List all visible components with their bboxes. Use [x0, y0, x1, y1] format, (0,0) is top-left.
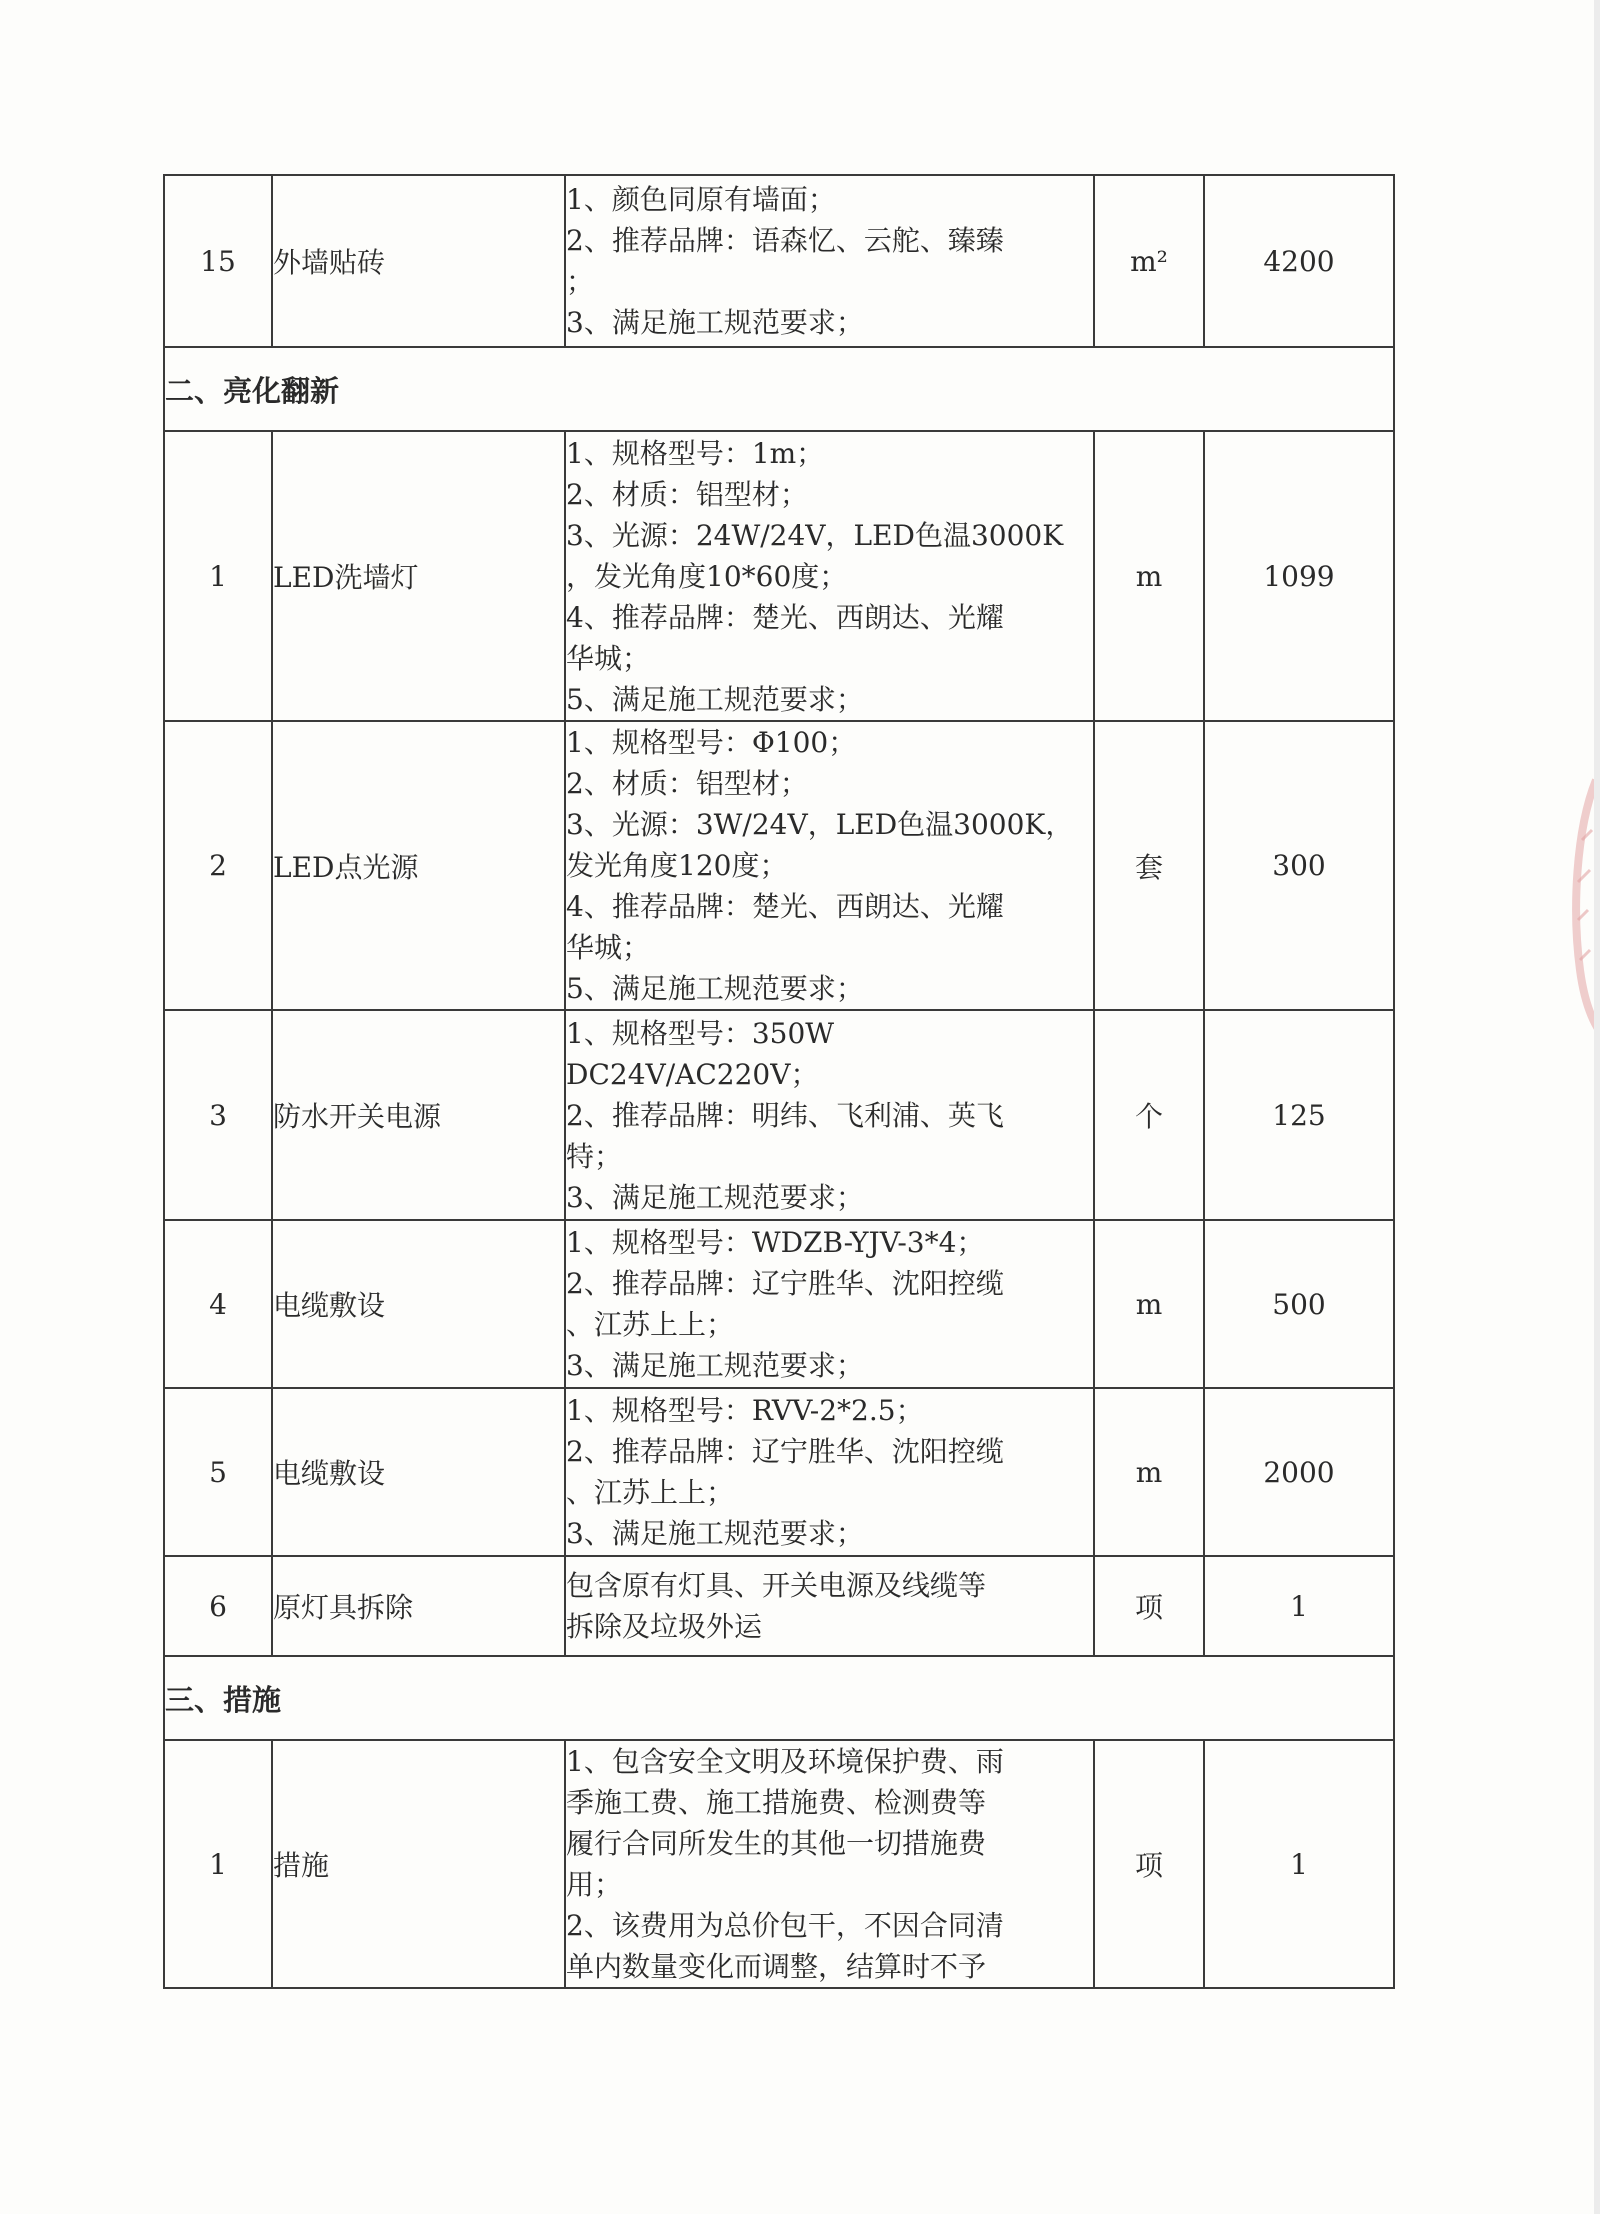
table-row: [164, 1388, 1394, 1556]
section-title: 二、亮化翻新: [164, 347, 1394, 431]
description-line: 1、规格型号：350W: [566, 1016, 835, 1050]
item-unit-cell: 项: [1094, 1740, 1204, 1988]
item-number-cell: 4: [164, 1220, 272, 1388]
item-name-cell: LED点光源: [272, 721, 565, 1010]
description-line: 履行合同所发生的其他一切措施费: [566, 1827, 987, 1860]
item-quantity-cell: 500: [1204, 1220, 1394, 1388]
item-unit-cell: m: [1094, 1388, 1204, 1556]
item-unit-cell: m²: [1094, 175, 1204, 347]
description-line: 2、材质：铝型材；: [566, 767, 808, 800]
description-line: 2、推荐品牌：辽宁胜华、沈阳控缆: [566, 1435, 1004, 1468]
item-name-cell: LED洗墙灯: [272, 431, 565, 721]
item-description-cell: [565, 1010, 1094, 1220]
item-name-cell: 外墙贴砖: [272, 175, 565, 347]
item-unit-cell: m: [1094, 431, 1204, 721]
item-unit-cell: 项: [1094, 1556, 1204, 1656]
item-quantity-cell: 300: [1204, 721, 1394, 1010]
item-name-cell: 电缆敷设: [272, 1220, 565, 1388]
description-line: 、江苏上上；: [566, 1476, 735, 1509]
table-row: [164, 1556, 1394, 1656]
description-line: 4、推荐品牌：楚光、西朗达、光耀: [566, 890, 1004, 923]
description-line: 1、规格型号：RVV-2*2.5；: [566, 1394, 924, 1427]
description-line: 3、满足施工规范要求；: [566, 1180, 864, 1214]
description-line: 1、包含安全文明及环境保护费、雨: [566, 1745, 1004, 1778]
description-line: 华城；: [566, 931, 651, 964]
item-number-cell: 1: [164, 431, 272, 721]
bill-of-quantities-table: [163, 174, 1395, 1989]
section-header-row: [164, 347, 1394, 431]
table-row: [164, 1740, 1394, 1988]
item-quantity-cell: 1: [1204, 1740, 1394, 1988]
item-name-cell: 措施: [272, 1740, 565, 1988]
description-line: 特；: [566, 1139, 623, 1173]
description-line: 2、该费用为总价包干，不因合同清: [566, 1909, 1004, 1942]
description-line: 5、满足施工规范要求；: [566, 972, 864, 1005]
description-line: 1、规格型号：1m；: [566, 436, 825, 470]
description-line: 单内数量变化而调整，结算时不予: [566, 1950, 987, 1983]
table-row: [164, 1220, 1394, 1388]
description-line: 3、满足施工规范要求；: [566, 1349, 864, 1382]
item-number-cell: 6: [164, 1556, 272, 1656]
description-line: 发光角度120度；: [566, 849, 788, 882]
page-edge-shadow: [1594, 0, 1600, 2214]
item-description-cell: [565, 1220, 1094, 1388]
description-line: 拆除及垃圾外运: [566, 1610, 763, 1643]
item-description-cell: [565, 1740, 1094, 1988]
item-number-cell: 3: [164, 1010, 272, 1220]
item-unit-cell: m: [1094, 1220, 1204, 1388]
item-number-cell: 2: [164, 721, 272, 1010]
description-line: 5、满足施工规范要求；: [566, 682, 864, 716]
description-line: ，发光角度10*60度；: [566, 559, 848, 593]
table-row: [164, 1010, 1394, 1220]
description-line: ；: [566, 265, 595, 298]
section-header-row: [164, 1656, 1394, 1740]
description-line: 3、满足施工规范要求；: [566, 306, 864, 339]
description-line: 4、推荐品牌：楚光、西朗达、光耀: [566, 600, 1004, 634]
item-quantity-cell: 2000: [1204, 1388, 1394, 1556]
description-line: 1、规格型号：WDZB-YJV-3*4；: [566, 1226, 985, 1259]
item-name-cell: 防水开关电源: [272, 1010, 565, 1220]
description-line: 1、规格型号：Φ100；: [566, 726, 857, 759]
table-row: [164, 431, 1394, 721]
description-line: 2、材质：铝型材；: [566, 477, 808, 511]
item-number-cell: 5: [164, 1388, 272, 1556]
description-line: 1、颜色同原有墙面；: [566, 183, 836, 216]
description-line: 、江苏上上；: [566, 1308, 735, 1341]
item-number-cell: 15: [164, 175, 272, 347]
item-quantity-cell: 1099: [1204, 431, 1394, 721]
item-name-cell: 电缆敷设: [272, 1388, 565, 1556]
item-number-cell: 1: [164, 1740, 272, 1988]
description-line: 华城；: [566, 641, 651, 675]
item-description-cell: [565, 1388, 1094, 1556]
table-row: [164, 175, 1394, 347]
description-line: 2、推荐品牌：辽宁胜华、沈阳控缆: [566, 1267, 1004, 1300]
description-line: 3、光源：3W/24V，LED色温3000K，: [566, 808, 1074, 841]
item-description-cell: [565, 721, 1094, 1010]
description-line: 2、推荐品牌：语森忆、云舵、臻臻: [566, 224, 1004, 257]
description-line: 3、满足施工规范要求；: [566, 1517, 864, 1550]
description-line: 3、光源：24W/24V，LED色温3000K: [566, 518, 1064, 552]
description-line: 用；: [566, 1868, 623, 1901]
item-name-cell: 原灯具拆除: [272, 1556, 565, 1656]
item-quantity-cell: 125: [1204, 1010, 1394, 1220]
item-description-cell: [565, 431, 1094, 721]
item-description-cell: [565, 1556, 1094, 1656]
item-unit-cell: 套: [1094, 721, 1204, 1010]
description-line: DC24V/AC220V；: [566, 1057, 819, 1091]
table-row: [164, 721, 1394, 1010]
item-unit-cell: 个: [1094, 1010, 1204, 1220]
description-line: 2、推荐品牌：明纬、飞利浦、英飞: [566, 1098, 1004, 1132]
section-title: 三、措施: [164, 1656, 1394, 1740]
item-description-cell: [565, 175, 1094, 347]
item-quantity-cell: 1: [1204, 1556, 1394, 1656]
description-line: 季施工费、施工措施费、检测费等: [566, 1786, 987, 1819]
item-quantity-cell: 4200: [1204, 175, 1394, 347]
description-line: 包含原有灯具、开关电源及线缆等: [566, 1569, 987, 1602]
